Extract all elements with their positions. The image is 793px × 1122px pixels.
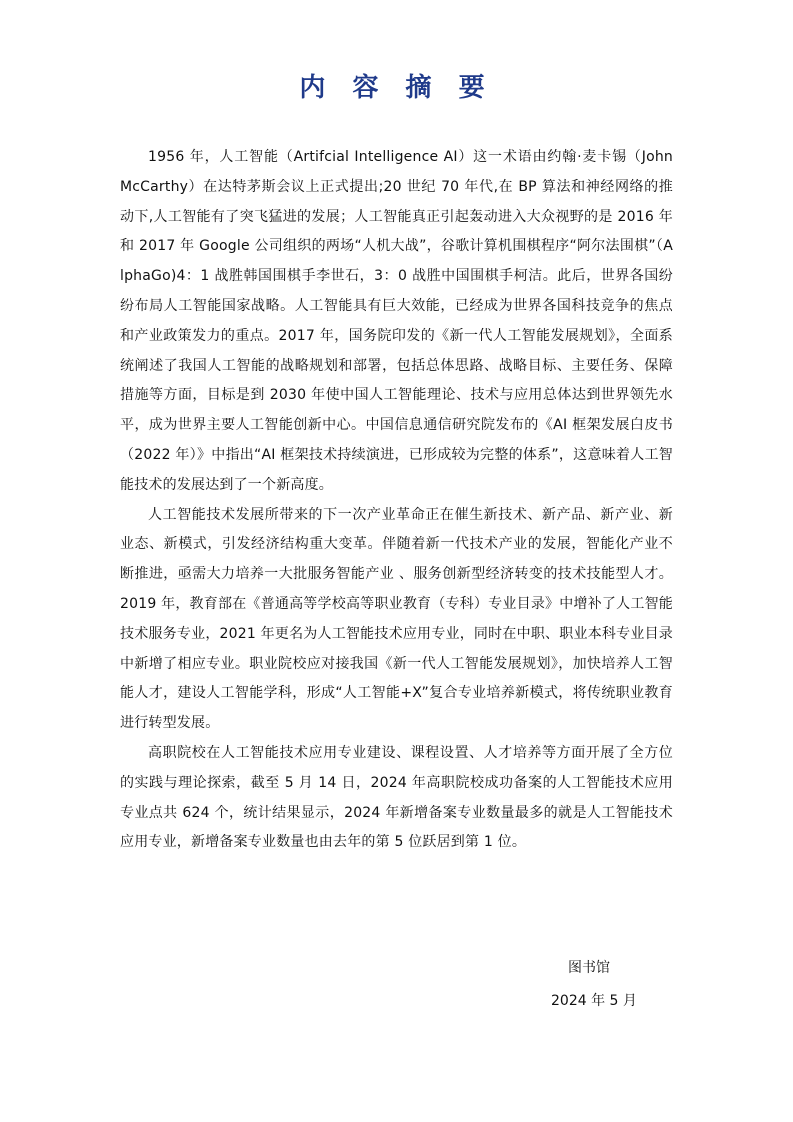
- paragraph-1: 1956 年，人工智能（Artifcial Intelligence AI）这一术语由约翰·麦卡锡（John McCarthy）在达特茅斯会议上正式提出;20 世纪 70 年代,在 BP 算法和神经网络的推动下,人工智能有了突飞猛进的发展；人工智能真正引起轰动进入大众视野的是 2016 年和 2017 年 Google 公司组织的两场“人机大战”，谷歌计算机围棋程序“阿尔法围棋”（AlphaGo)4：1 战胜韩国围棋手李世石，3：0 战胜中国围棋手柯洁。此后，世界各国纷纷布局人工智能国家战略。人工智能具有巨大效能，已经成为世界各国科技竞争的焦点和产业政策发力的重点。2017 年，国务院印发的《新一代人工智能发展规划》，全面系统阐述了我国人工智能的战略规划和部署，包括总体思路、战略目标、主要任务、保障措施等方面，目标是到 2030 年使中国人工智能理论、技术与应用总体达到世界领先水平，成为世界主要人工智能创新中心。中国信息通信研究院发布的《AI 框架发展白皮书（2022 年）》中指出“AI 框架技术持续演进，已形成较为完整的体系”，这意味着人工智能技术的发展达到了一个新高度。: [120, 149, 673, 493]
- paragraph-2: 人工智能技术发展所带来的下一次产业革命正在催生新技术、新产品、新产业、新业态、新模式，引发经济结构重大变革。伴随着新一代技术产业的发展，智能化产业不断推进，亟需大力培养一大批服务智能产业 、服务创新型经济转变的技术技能型人才。2019 年，教育部在《普通高等学校高等职业教育（专科）专业目录》中增补了人工智能技术服务专业，2021 年更名为人工智能技术应用专业，同时在中职、职业本科专业目录中新增了相应专业。职业院校应对接我国《新一代人工智能发展规划》，加快培养人工智能人才，建设人工智能学科，形成“人工智能+X”复合专业培养新模式，将传统职业教育进行转型发展。: [120, 506, 673, 732]
- abstract-body: [120, 143, 673, 858]
- paragraph-3: 高职院校在人工智能技术应用专业建设、课程设置、人才培养等方面开展了全方位的实践与理论探索，截至 5 月 14 日，2024 年高职院校成功备案的人工智能技术应用专业点共 624 个，统计结果显示，2024 年新增备案专业数量最多的就是人工智能技术应用专业，新增备案专业数量也由去年的第 5 位跃居到第 1 位。: [120, 744, 673, 851]
- signature-date: 2024 年 5 月: [551, 993, 637, 1009]
- signature-organization: 图书馆: [568, 960, 610, 976]
- signature-block: [520, 952, 680, 1018]
- document-title: 内 容 摘 要: [299, 73, 494, 103]
